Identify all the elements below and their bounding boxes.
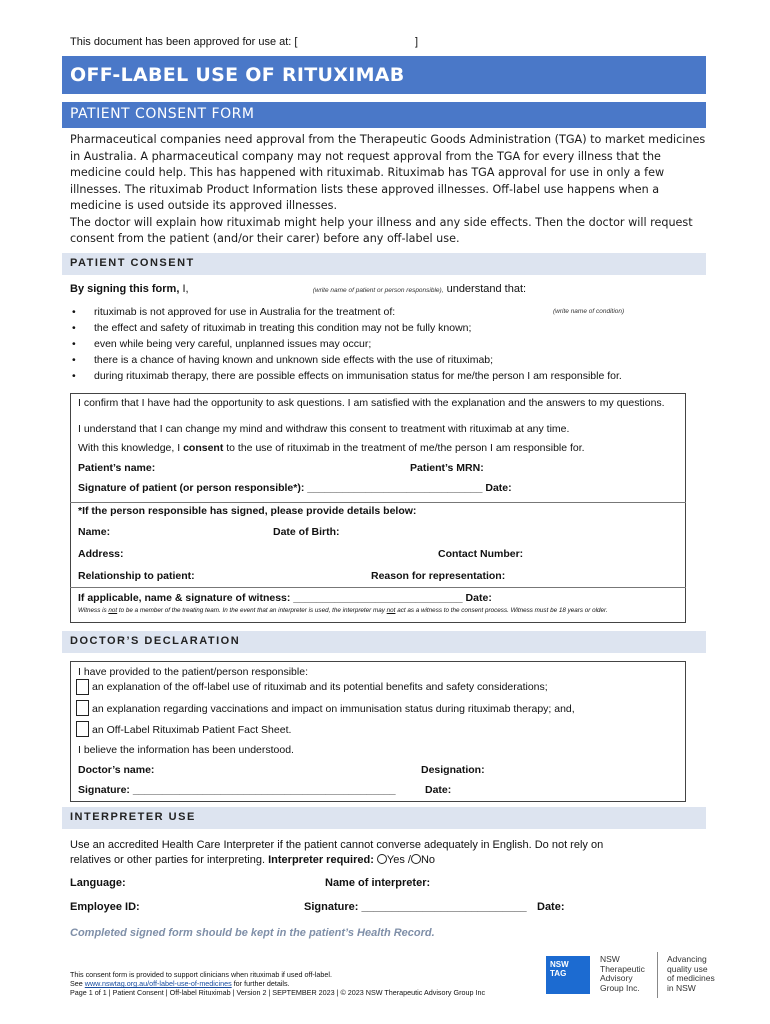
doctor-intro: I have provided to the patient/person responsible: xyxy=(78,666,308,678)
completed-note: Completed signed form should be kept in the patient’s Health Record. xyxy=(70,927,435,939)
doctor-believe: I believe the information has been understood. xyxy=(78,744,294,756)
nsw-tag-logo xyxy=(546,956,590,994)
patient-signature-label[interactable]: Signature of patient (or person responsible*): ______________________________ Date: xyxy=(78,482,512,494)
interpreter-date-label[interactable]: Date: xyxy=(537,901,565,913)
footer-see: See xyxy=(70,979,83,988)
signing-statement xyxy=(70,283,710,295)
responsible-note: *If the person responsible has signed, please provide details below: xyxy=(78,505,417,517)
confirm-questions: I confirm that I have had the opportunity to ask questions. I am satisfied with the explanation and the answers to my questions. xyxy=(78,397,665,409)
witness-note-b: to be a member of the treating team. In the event that an interpreter is used, the interpreter may xyxy=(118,607,385,614)
logo-badge-line-2: TAG xyxy=(550,969,567,978)
approval-line xyxy=(70,36,419,48)
logo-org-name xyxy=(600,955,645,993)
interpreter-text-1: Use an accredited Health Care Interpreter if the patient cannot converse adequately in English. Do not rely on xyxy=(70,839,604,851)
footer-line-2 xyxy=(70,979,485,988)
logo-org-line-2: Therapeutic xyxy=(600,963,645,974)
logo-org-line-4: Group Inc. xyxy=(600,982,640,993)
patient-consent-heading: PATIENT CONSENT xyxy=(62,253,706,275)
doctor-declaration-heading: DOCTOR’S DECLARATION xyxy=(62,631,706,653)
contact-label[interactable]: Contact Number: xyxy=(438,548,524,560)
signing-hint: (write name of patient or person responsible), xyxy=(312,287,444,294)
page-title: OFF-LABEL USE OF RITUXIMAB xyxy=(62,56,706,94)
logo-tag-line-2: quality use xyxy=(667,963,708,974)
witness-note-not-1: not xyxy=(108,607,118,614)
doctor-date-label[interactable]: Date: xyxy=(425,784,452,796)
witness-note-not-2: not xyxy=(386,607,396,614)
footer-line-2-suffix: for further details. xyxy=(233,979,290,988)
patient-mrn-label[interactable]: Patient’s MRN: xyxy=(410,462,484,474)
divider xyxy=(70,587,686,588)
interpreter-text-2: relatives or other parties for interpreting. xyxy=(70,854,266,866)
footer-line-3: Page 1 of 1 | Patient Consent | Off-label Rituximab | Version 2 | SEPTEMBER 2023 | © 2023 NSW Therapeutic Advisory Group Inc xyxy=(70,988,486,997)
confirm-withdraw: I understand that I can change my mind and withdraw this consent to treatment with rituximab at any time. xyxy=(78,423,570,435)
checkbox-vaccinations[interactable] xyxy=(76,700,89,716)
no-label: No xyxy=(420,854,436,866)
condition-hint: (write name of condition) xyxy=(553,308,625,315)
yes-label: Yes / xyxy=(386,854,411,866)
footer xyxy=(70,970,485,997)
interpreter-name-label[interactable]: Name of interpreter: xyxy=(325,877,431,889)
relationship-label[interactable]: Relationship to patient: xyxy=(78,570,195,582)
logo-divider xyxy=(657,952,658,998)
divider xyxy=(70,502,686,503)
consent-bullets xyxy=(70,305,710,385)
footer-link[interactable]: www.nswtag.org.au/off-label-use-of-medicines xyxy=(84,979,232,988)
checkbox-explanation[interactable] xyxy=(76,679,89,695)
list-item: • the effect and safety of rituximab in treating this condition may not be fully known; xyxy=(70,321,710,337)
list-item: • there is a chance of having known and unknown side effects with the use of rituximab; xyxy=(70,353,710,369)
responsible-name-label[interactable]: Name: xyxy=(78,526,111,538)
witness-label[interactable]: If applicable, name & signature of witness: _____________________________ Date: xyxy=(78,592,492,604)
checkbox-fact-sheet[interactable] xyxy=(76,721,89,737)
list-item: • rituximab is not approved for use in Australia for the treatment of: xyxy=(70,305,710,321)
list-item: • during rituximab therapy, there are possible effects on immunisation status for me/the person I am responsible for. xyxy=(70,369,710,385)
form-subtitle: PATIENT CONSENT FORM xyxy=(62,102,706,128)
knowledge-pre: With this knowledge, I xyxy=(78,442,181,454)
consent-statement xyxy=(78,442,585,454)
signing-prefix: By signing this form, xyxy=(70,283,180,295)
doctor-item-2: an explanation regarding vaccinations and impact on immunisation status during rituximab therapy; and, xyxy=(92,703,575,715)
radio-no[interactable] xyxy=(411,854,421,864)
radio-yes[interactable] xyxy=(377,854,387,864)
logo-tag-line-3: of medicines xyxy=(667,973,715,983)
intro-text xyxy=(70,132,710,248)
designation-label[interactable]: Designation: xyxy=(421,764,485,776)
knowledge-consent: consent xyxy=(183,442,224,454)
witness-note-c: act as a witness to the consent process. Witness must be 18 years or older. xyxy=(397,607,608,614)
interpreter-signature-label[interactable]: Signature: ___________________________ xyxy=(304,901,527,913)
doctor-name-label[interactable]: Doctor’s name: xyxy=(78,764,155,776)
witness-note-a: Witness is xyxy=(78,607,107,614)
intro-paragraph-2: The doctor will explain how rituximab might help your illness and any side effects. Then the doctor will request consent from the patient (and/or their carer) before any off-label use. xyxy=(70,215,693,245)
doctor-item-1: an explanation of the off-label use of rituximab and its potential benefits and safety considerations; xyxy=(92,681,548,693)
interpreter-line-2 xyxy=(70,854,435,866)
patient-name-label[interactable]: Patient’s name: xyxy=(78,462,156,474)
interpreter-required: Interpreter required: xyxy=(268,854,374,866)
approval-close: ] xyxy=(415,36,419,48)
interpreter-heading: INTERPRETER USE xyxy=(62,807,706,829)
doctor-item-3: an Off-Label Rituximab Patient Fact Sheet. xyxy=(92,724,292,736)
footer-line-1: This consent form is provided to support clinicians when rituximab if used off-label. xyxy=(70,970,332,979)
language-label[interactable]: Language: xyxy=(70,877,126,889)
approval-text: This document has been approved for use at: [ xyxy=(70,36,298,48)
logo-org-line-3: Advisory xyxy=(600,973,633,983)
list-item: • even while being very careful, unplanned issues may occur; xyxy=(70,337,710,353)
signing-suffix: understand that: xyxy=(446,283,527,295)
signing-i: I, xyxy=(182,283,189,295)
logo-tagline xyxy=(667,955,715,993)
logo-tag-line-1: Advancing xyxy=(667,954,707,964)
employee-id-label[interactable]: Employee ID: xyxy=(70,901,140,913)
reason-label[interactable]: Reason for representation: xyxy=(371,570,506,582)
logo-badge-line-1: NSW xyxy=(550,960,569,969)
intro-paragraph-1: Pharmaceutical companies need approval from the Therapeutic Goods Administration (TGA) to market medicines in Australia. A pharmaceutical company may not request approval from the TGA for every illness that the medicine could help. This has happened with rituximab. Rituximab has TGA approval for use in only a few illnesses. The rituximab Product Information lists these approved illnesses. Off-label use happens when a medicine is used outside its approved illnesses. xyxy=(70,133,706,212)
logo-org-line-1: NSW xyxy=(600,954,620,964)
witness-note xyxy=(78,607,684,614)
dob-label[interactable]: Date of Birth: xyxy=(273,526,340,538)
logo-tag-line-4: in NSW xyxy=(667,982,696,993)
knowledge-post: to the use of rituximab in the treatment of me/the person I am responsible for. xyxy=(226,442,585,454)
doctor-signature-label[interactable]: Signature: _____________________________________________ xyxy=(78,784,396,796)
address-label[interactable]: Address: xyxy=(78,548,124,560)
